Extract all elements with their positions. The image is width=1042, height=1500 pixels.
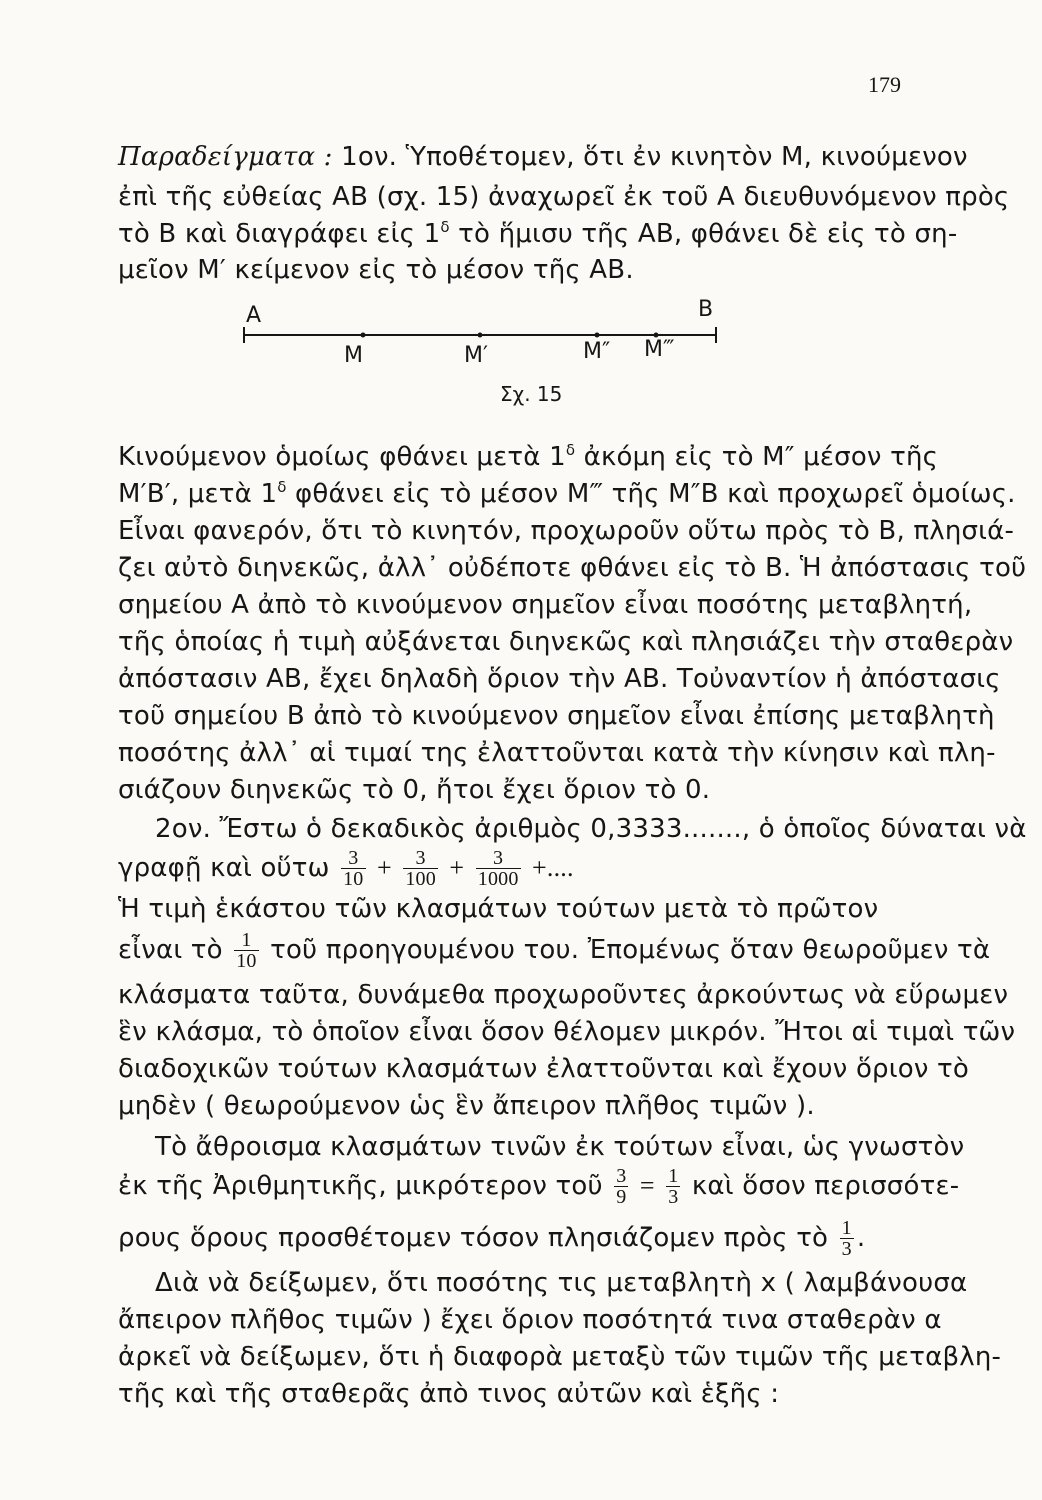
paragraph5-line1: Διὰ νὰ δείξωμεν, ὅτι ποσότης τις μεταβλητὴ x ( λαμβάνουσα: [155, 1268, 968, 1298]
fraction-denominator: 9: [616, 1186, 627, 1208]
paragraph4-line3: [118, 1210, 865, 1266]
series-continuation: +....: [532, 853, 574, 882]
point-m1: [478, 333, 483, 338]
paragraph2-line2-sup: δ: [277, 478, 287, 496]
fraction-3-10: [341, 848, 365, 889]
equals-sign: =: [639, 1171, 655, 1200]
paragraph5-line2: ἄπειρον πλῆθος τιμῶν ) ἔχει ὅριον ποσότητά τινα σταθερὰν α: [118, 1305, 942, 1335]
fraction-numerator: 3: [476, 848, 521, 869]
paragraph3-line2: [118, 840, 574, 896]
fraction-1-3: [666, 1166, 680, 1207]
paragraph3-line5: κλάσματα ταῦτα, δυνάμεθα προχωροῦντες ἀρκούντως νὰ εὕρωμεν: [118, 980, 1009, 1010]
point-m2: [595, 333, 600, 338]
paragraph4-line2-post: καὶ ὅσον περισσότε-: [691, 1171, 960, 1201]
fraction-3-100: [403, 848, 438, 889]
paragraph3-line4: [118, 922, 990, 978]
paragraph2-line3: Εἶναι φανερόν, ὅτι τὸ κινητόν, προχωροῦν οὕτω πρὸς τὸ Β, πλησιά-: [118, 516, 1015, 546]
paragraph5-line4: τῆς καὶ τῆς σταθερᾶς ἀπὸ τινος αὐτῶν καὶ ἑξῆς :: [118, 1379, 780, 1409]
point-m: [361, 333, 366, 338]
fraction-denominator: 100: [405, 868, 436, 890]
fraction-denominator: 3: [841, 1238, 852, 1260]
paragraph1-line1: [118, 140, 968, 174]
fraction-numerator: 1: [234, 930, 258, 951]
paragraph4-line1: Τὸ ἄθροισμα κλασμάτων τινῶν ἐκ τούτων εἶναι, ὡς γνωστὸν: [155, 1132, 965, 1162]
paragraph2-line5: σημείου Α ἀπὸ τὸ κινούμενον σημεῖον εἶναι ποσότης μεταβλητή,: [118, 590, 973, 620]
paragraph2-line10: σιάζουν διηνεκῶς τὸ 0, ἤτοι ἔχει ὅριον τὸ 0.: [118, 775, 711, 805]
fraction-numerator: 3: [341, 848, 365, 869]
fraction-numerator: 3: [403, 848, 438, 869]
fraction-denominator: 1000: [477, 868, 519, 890]
label-m2: M″: [583, 339, 611, 364]
fraction-denominator: 10: [343, 868, 364, 890]
examples-label: Παραδείγματα :: [118, 142, 333, 172]
fraction-3-9: [614, 1166, 628, 1207]
paragraph1-line3-sup: δ: [440, 218, 450, 236]
fraction-1-3-limit: [840, 1218, 854, 1259]
paragraph3-line2-pre: γραφῇ καὶ οὕτω: [118, 853, 330, 883]
label-m1: M′: [464, 343, 488, 368]
paragraph1-line4: μεῖον Μ′ κείμενον εἰς τὸ μέσον τῆς ΑΒ.: [118, 255, 634, 285]
paragraph1-line3: [118, 217, 957, 254]
paragraph1-line3-pre: τὸ Β καὶ διαγράφει εἰς 1: [118, 219, 441, 249]
paragraph2-line7: ἀπόστασιν ΑΒ, ἔχει δηλαδὴ ὅριον τὴν ΑΒ. Τοὐναντίον ἡ ἀπόστασις: [118, 664, 1001, 694]
paragraph3-line4-pre: εἶναι τὸ: [118, 935, 223, 965]
plus-sign: +: [376, 853, 392, 882]
label-a: A: [246, 303, 262, 328]
paragraph1-line3-post: τὸ ἥμισυ τῆς ΑΒ, φθάνει δὲ εἰς τὸ ση-: [449, 219, 958, 249]
paragraph3-line8: μηδὲν ( θεωρούμενον ὡς ἓν ἄπειρον πλῆθος τιμῶν ).: [118, 1091, 815, 1121]
fraction-numerator: 1: [668, 1165, 679, 1187]
paragraph2-line2-pre: Μ′Β′, μετὰ 1: [118, 479, 278, 509]
paragraph4-line3-pre: ρους ὅρους προσθέτομεν τόσον πλησιάζομεν πρὸς τὸ: [118, 1223, 829, 1253]
paragraph4-line2-pre: ἐκ τῆς Ἀριθμητικῆς, μικρότερον τοῦ: [118, 1171, 603, 1201]
paragraph1-line2: ἐπὶ τῆς εὐθείας ΑΒ (σχ. 15) ἀναχωρεῖ ἐκ τοῦ Α διευθυνόμενον πρὸς: [118, 182, 1010, 212]
paragraph3-line1: 2ον. Ἔστω ὁ δεκαδικὸς ἀριθμὸς 0,3333......., ὁ ὁποῖος δύναται νὰ: [155, 814, 1027, 844]
paragraph5-line3: ἀρκεῖ νὰ δείξωμεν, ὅτι ἡ διαφορὰ μεταξὺ τῶν τιμῶν τῆς μεταβλη-: [118, 1342, 1002, 1372]
fraction-numerator: 3: [616, 1165, 627, 1187]
paragraph2-line6: τῆς ὁποίας ἡ τιμὴ αὐξάνεται διηνεκῶς καὶ πλησιάζει τὴν σταθερὰν: [118, 627, 1014, 657]
paragraph1-line1-text: 1ον. Ὑποθέτομεν, ὅτι ἐν κινητὸν Μ, κινούμενον: [341, 142, 968, 172]
fraction-1-10: [234, 930, 258, 971]
fraction-3-1000: [476, 848, 521, 889]
paragraph3-line6: ἓν κλάσμα, τὸ ὁποῖον εἶναι ὅσον θέλομεν μικρόν. Ἤτοι αἱ τιμαὶ τῶν: [118, 1017, 1016, 1047]
paragraph4-line3-post: .: [856, 1223, 866, 1253]
paragraph3-line3: Ἡ τιμὴ ἑκάστου τῶν κλασμάτων τούτων μετὰ τὸ πρῶτον: [118, 894, 879, 924]
point-m3: [654, 333, 659, 338]
paragraph2-line1-post: ἀκόμη εἰς τὸ Μ″ μέσον τῆς: [575, 442, 939, 472]
paragraph2-line4: ζει αὐτὸ διηνεκῶς, ἀλλ᾽ οὐδέποτε φθάνει εἰς τὸ Β. Ἡ ἀπόστασις τοῦ: [118, 553, 1027, 583]
paragraph2-line1: [118, 440, 938, 477]
fraction-denominator: 10: [236, 950, 257, 972]
fraction-denominator: 3: [668, 1186, 679, 1208]
label-b: B: [698, 297, 714, 322]
figure-caption: Σχ. 15: [500, 382, 563, 406]
plus-sign: +: [449, 853, 465, 882]
fraction-numerator: 1: [841, 1217, 852, 1239]
paragraph2-line8: τοῦ σημείου Β ἀπὸ τὸ κινούμενον σημεῖον εἶναι ἐπίσης μεταβλητὴ: [118, 701, 995, 731]
paragraph3-line7: διαδοχικῶν τούτων κλασμάτων ἐλαττοῦνται καὶ ἔχουν ὅριον τὸ: [118, 1054, 970, 1084]
page-number: 179: [868, 72, 901, 97]
paragraph2-line1-pre: Κινούμενον ὁμοίως φθάνει μετὰ 1: [118, 442, 566, 472]
paragraph2-line1-sup: δ: [565, 441, 576, 459]
paragraph3-line4-post: τοῦ προηγουμένου του. Ἐπομένως ὅταν θεωροῦμεν τὰ: [270, 935, 991, 965]
paragraph2-line9: ποσότης ἀλλ᾽ αἱ τιμαί της ἐλαττοῦνται κατὰ τὴν κίνησιν καὶ πλη-: [118, 738, 996, 768]
label-m3: M‴: [644, 337, 675, 362]
paragraph2-line2-post: φθάνει εἰς τὸ μέσον Μ‴ τῆς Μ″Β καὶ προχωρεῖ ὁμοίως.: [286, 479, 1016, 509]
paragraph2-line2: [118, 477, 1016, 514]
paragraph4-line2: [118, 1158, 959, 1214]
label-m: M: [344, 343, 363, 368]
